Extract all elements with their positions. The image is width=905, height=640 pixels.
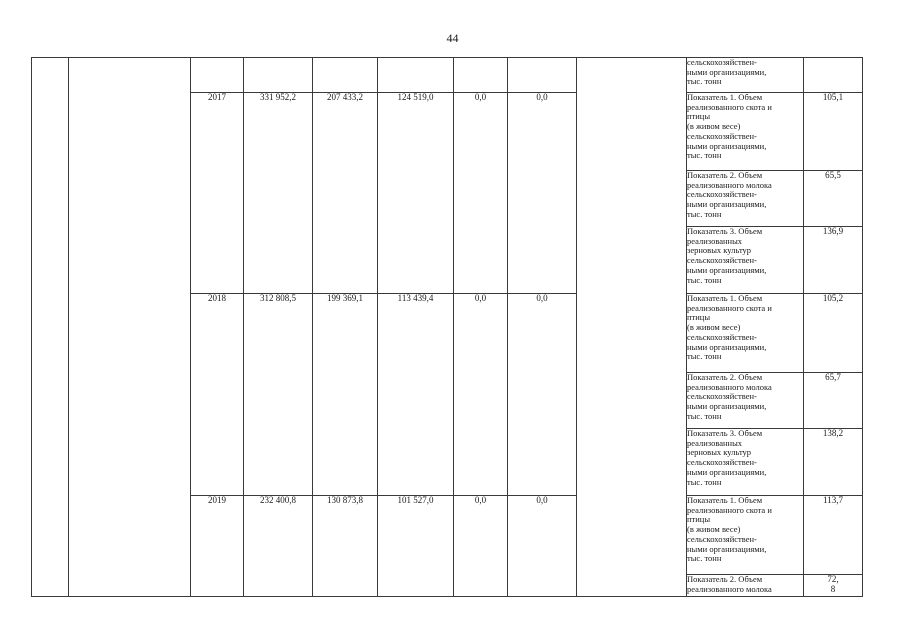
indicator-text: Показатель 2. Объем реализованного молока сельскохозяйствен- ными организациями, тыс. тонн [687,171,804,227]
cell-number-blank [32,58,69,597]
indicator-text: Показатель 1. Объем реализованного скота и птицы (в живом весе) сельскохозяйствен- ными организациями, тыс. тонн [687,294,804,373]
col4-cell: 0,0 [454,93,508,294]
indicator-value: 72, 8 [804,575,863,597]
col2-cell: 199 369,1 [313,294,378,496]
cell-col4-blank [454,58,508,93]
cell-year-blank [191,58,244,93]
col4-cell: 0,0 [454,496,508,597]
col3-cell: 101 527,0 [378,496,454,597]
indicator-text: Показатель 1. Объем реализованного скота и птицы (в живом весе) сельскохозяйствен- ными организациями, тыс. тонн [687,93,804,171]
cell-col5-blank [508,58,577,93]
indicator-text: Показатель 1. Объем реализованного скота и птицы (в живом весе) сельскохозяйствен- ными организациями, тыс. тонн [687,496,804,575]
indicator-value: 105,1 [804,93,863,171]
total-cell: 312 808,5 [244,294,313,496]
col2-cell: 207 433,2 [313,93,378,294]
cell-name-blank [69,58,191,597]
col3-cell: 124 519,0 [378,93,454,294]
table-row-continuation [32,58,863,93]
total-cell: 331 952,2 [244,93,313,294]
indicator-value: 65,5 [804,171,863,227]
col5-cell: 0,0 [508,294,577,496]
cell-col3-blank [378,58,454,93]
indicator-value: 113,7 [804,496,863,575]
total-cell: 232 400,8 [244,496,313,597]
col4-cell: 0,0 [454,294,508,496]
cell-col2-blank [313,58,378,93]
cell-executor-blank [577,58,687,597]
indicator-value: 138,2 [804,429,863,496]
indicator-value [804,58,863,93]
indicator-value: 105,2 [804,294,863,373]
indicator-value: 65,7 [804,373,863,429]
indicator-text: сельскохозяйствен- ными организациями, тыс. тонн [687,58,804,93]
col5-cell: 0,0 [508,93,577,294]
col2-cell: 130 873,8 [313,496,378,597]
year-cell: 2019 [191,496,244,597]
col3-cell: 113 439,4 [378,294,454,496]
program-funding-table [31,57,863,597]
indicator-text: Показатель 2. Объем реализованного молока сельскохозяйствен- ными организациями, тыс. тонн [687,373,804,429]
year-cell: 2017 [191,93,244,294]
year-cell: 2018 [191,294,244,496]
page-number: 44 [446,31,459,45]
cell-total-blank [244,58,313,93]
indicator-text: Показатель 2. Объем реализованного молока [687,575,804,597]
indicator-text: Показатель 3. Объем реализованных зерновых культур сельскохозяйствен- ными организациями, тыс. тонн [687,429,804,496]
indicator-value: 136,9 [804,227,863,294]
indicator-text: Показатель 3. Объем реализованных зерновых культур сельскохозяйствен- ными организациями, тыс. тонн [687,227,804,294]
col5-cell: 0,0 [508,496,577,597]
